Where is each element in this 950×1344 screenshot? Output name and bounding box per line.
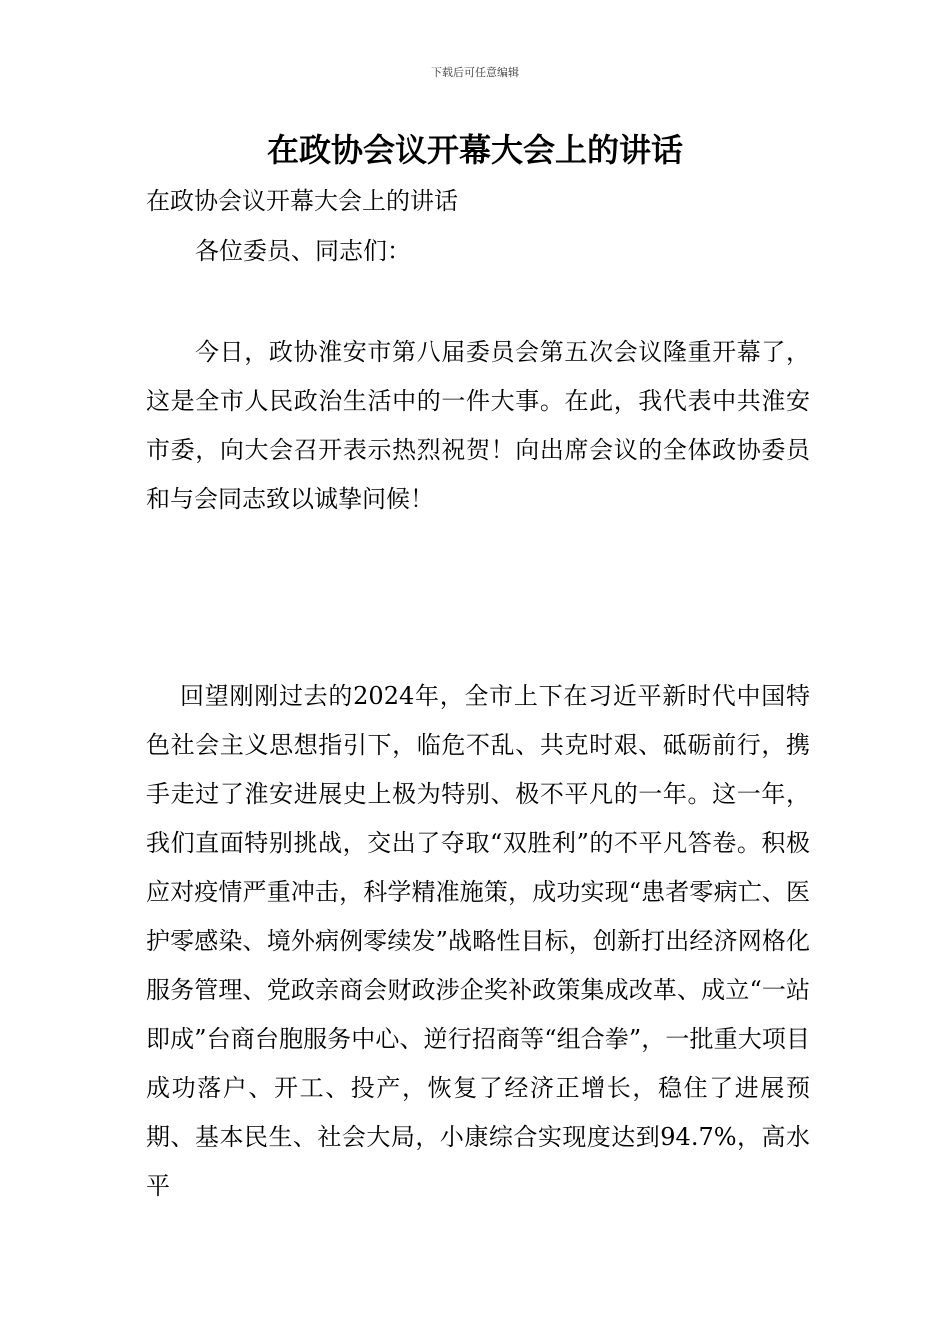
header-note: 下载后可任意编辑 [431, 66, 519, 79]
paragraph-review: 回望刚刚过去的2024年，全市上下在习近平新时代中国特色社会主义思想指引下，临危不乱、共克时艰、砥砺前行，携手走过了淮安进展史上极为特别、极不平凡的一年。这一年，我们直面特别挑战，交出了夺取“双胜利”的不平凡答卷。积极应对疫情严重冲击，科学精准施策，成功实现“患者零病亡、医护零感染、境外病例零续发”战略性目标，创新打出经济网格化服务管理、党政亲商会财政涉企奖补政策集成改革、成立“一站即成”台商台胞服务中心、逆行招商等“组合拳”，一批重大项目成功落户、开工、投产，恢复了经济正增长，稳住了进展预期、基本民生、社会大局，小康综合实现度达到94.7%，高水平 [146, 682, 810, 1200]
paragraph-opening: 今日，政协淮安市第八届委员会第五次会议隆重开幕了，这是全市人民政治生活中的一件大事。在此，我代表中共淮安市委，向大会召开表示热烈祝贺！向出席会议的全体政协委员和与会同志致以诚挚问候！ [146, 338, 810, 513]
document-title: 在政协会议开幕大会上的讲话 [266, 131, 683, 169]
salutation: 各位委员、同志们： [195, 237, 411, 265]
document-subtitle: 在政协会议开幕大会上的讲话 [146, 187, 458, 215]
